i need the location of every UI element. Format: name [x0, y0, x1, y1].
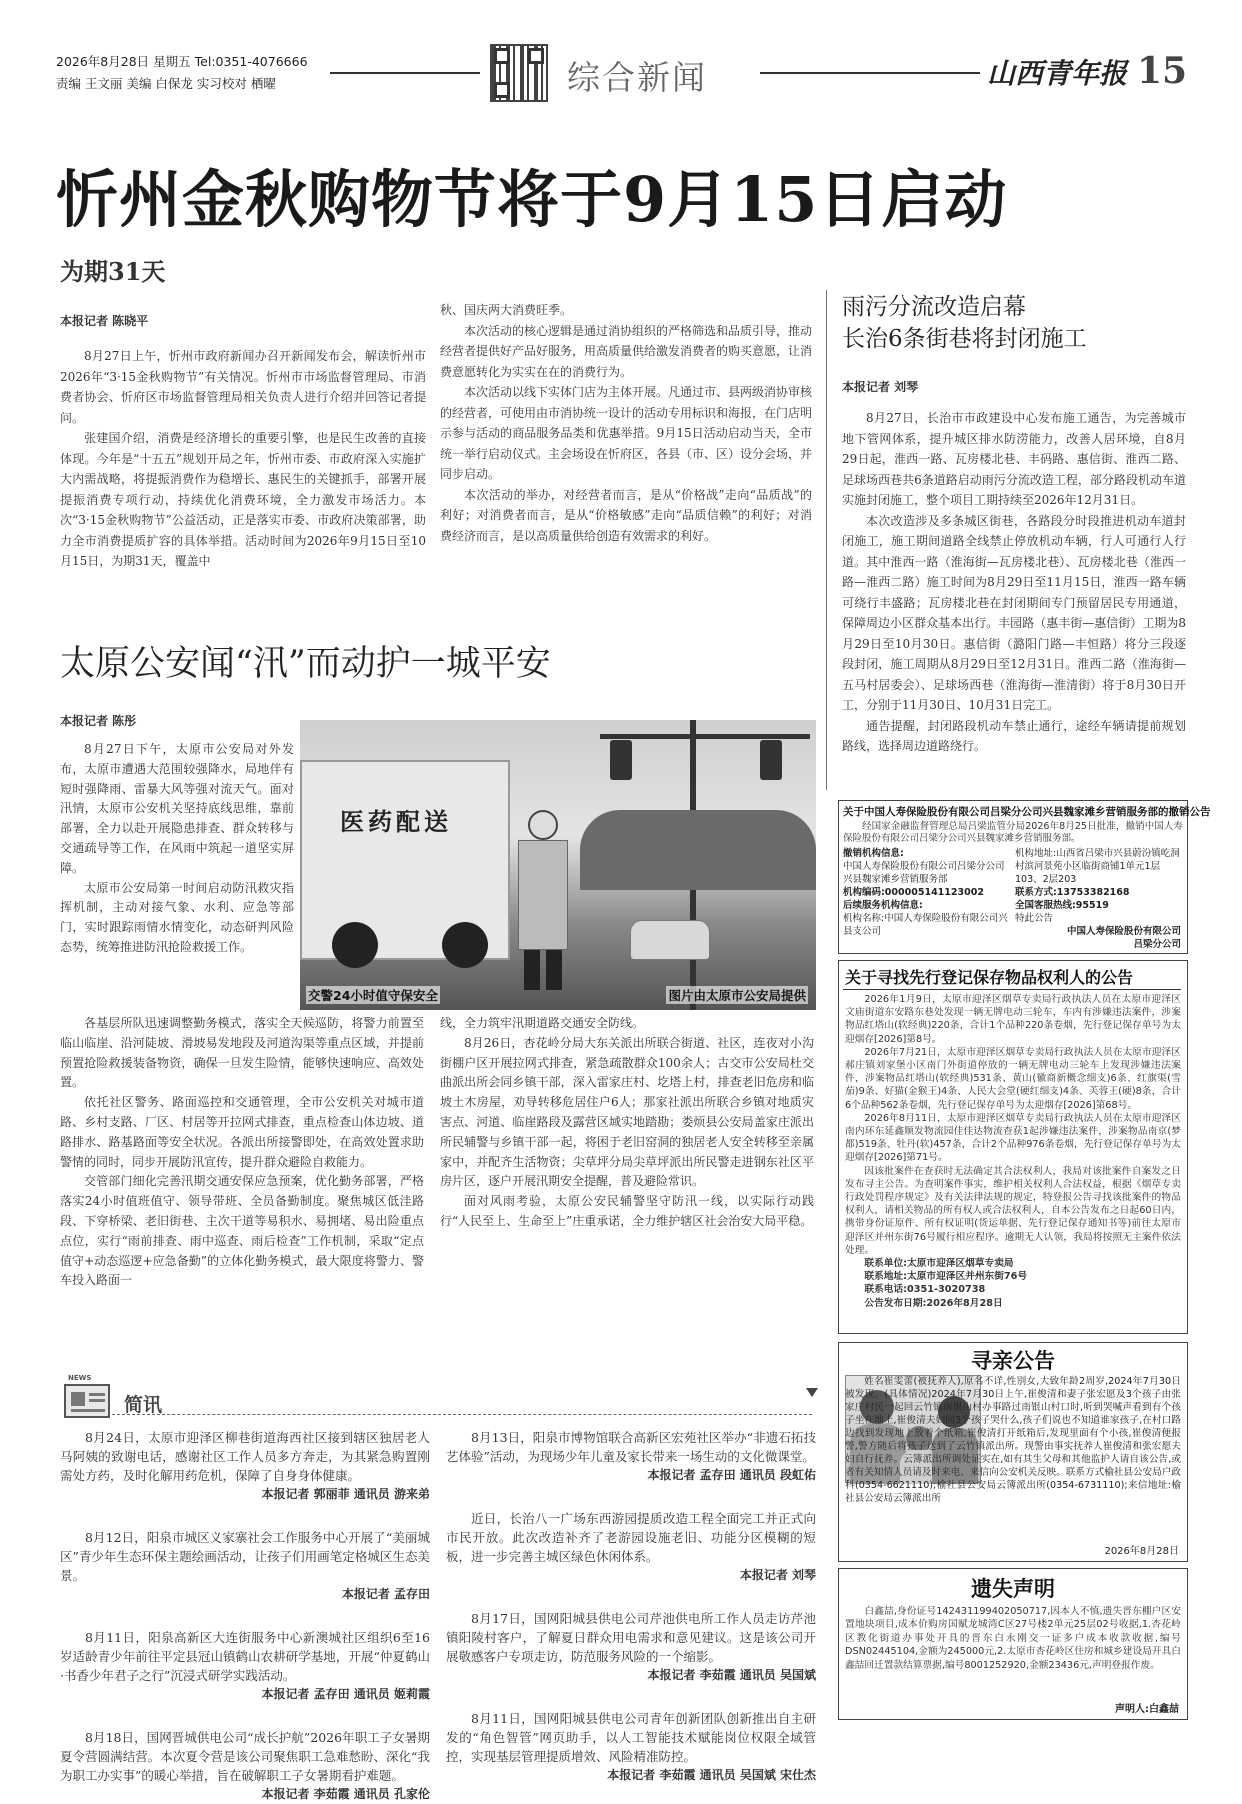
brief-byline: 本报记者 孟存田 — [341, 1587, 430, 1601]
brief-item — [446, 1609, 816, 1685]
revoked-code: 机构编码:000005141123002 — [843, 887, 984, 898]
page-number: 15 — [1137, 50, 1188, 92]
tobacco-body — [845, 993, 1181, 1310]
briefs-right-col — [446, 1428, 816, 1785]
brief-text: 8月12日，阳泉市城区义家寨社会工作服务中心开展了“美丽城区”青少年生态环保主题绘画活动，让孩子们用画笔定格城区生态美景。 — [60, 1530, 430, 1583]
insurance-signature-branch: 吕梁分公司 — [1133, 939, 1181, 950]
tobacco-title-rule — [843, 989, 1181, 990]
insurance-address: 机构地址:山西省吕梁市兴县蔚汾镇屹洞村滨河景苑小区临街商铺1单元1层103、2层203 — [1015, 848, 1180, 885]
header-rule-right — [760, 72, 980, 74]
tobacco-title: 关于寻找先行登记保存物品权利人的公告 — [845, 968, 1134, 987]
brief-byline: 本报记者 李茹霞 通讯员 吴国斌 宋仕杰 — [607, 1768, 816, 1782]
revoked-label: 撤销机构信息: — [843, 848, 904, 859]
lost-signer: 声明人:白鑫喆 — [1115, 1704, 1179, 1715]
paragraph: 线，全力筑牢汛期道路交通安全防线。 — [440, 1016, 645, 1030]
truck-lettering: 医药配送 — [340, 807, 452, 836]
paragraph: 本次活动的核心逻辑是通过消协组织的严格筛选和品质引导，推动经营者提供好产品好服务，用高质量供给激发消费者的购买意愿，让消费意愿转化为实实在在的消费行为。 — [440, 323, 813, 379]
paragraph: 通告提醒，封闭路段机动车禁止通行，途经车辆请提前规划路线，选择周边道路绕行。 — [842, 718, 1186, 753]
car — [630, 920, 710, 960]
paragraph: 2026年7月21日，太原市迎泽区烟草专卖局行政执法人员在太原市迎泽区郝庄镇刘家堡小区南门外街道停放的一辆无牌电动三轮车上发现涉嫌违法案件，涉案物品红塔山(软经典)531条、黄山(徽商新概念细支)6条、红旗渠(雪茄)9条、好猫(金猴王)4条、人民大会堂(硬红细支)4条、芙蓉王(硬)8条，合计6个品种562条卷烟，先行登记保存单号为太迎烟存[2026]第68号。 — [845, 1046, 1181, 1111]
brief-text: 8月17日，国网阳城县供电公司芹池供电所工作人员走访芹池镇阳陵村客户，了解夏日群众用电需求和意见建议。这是该公司开展敬感客户专项走访，防范服务风险的一个缩影。 — [446, 1611, 816, 1664]
police-headline: 太原公安闻“汛”而动护一城平安 — [60, 644, 551, 684]
photo-caption: 交警24小时值守保安全 — [308, 988, 438, 1003]
delivery-truck — [300, 760, 510, 960]
tel: Tel:0351-4076666 — [194, 54, 308, 69]
brief-byline: 本报记者 孟存田 通讯员 段虹佑 — [647, 1468, 816, 1482]
lost-title: 遗失声明 — [971, 1576, 1055, 1601]
paragraph: 2026年8月11日，太原市迎泽区烟草专卖局行政执法人员在太原市迎泽区南内环东延鑫顺发物流园佳佳达物流查获1起涉嫌违法案件，涉案物品南京(梦都)519条、牡丹(软)457条，合计2个品种976条卷烟，先行登记保存单号为太迎烟存[2026]第71号。 — [845, 1112, 1181, 1164]
paragraph: 本次改造涉及多条城区街巷，各路段分时段推进机动车道封闭施工，施工期间道路全线禁止停放机动车辆，行人可通行人行道。其中淮西一路（淮海街—瓦房楼北巷）、瓦房楼北巷（淮西一路—淮西二路）施工时间为8月29日至11月15日，淮西一路车辆可绕行丰盛路；瓦房楼北巷在封闭期间专门预留居民专用通道，保障周边小区群众基本出行。丰园路（惠丰街—惠信街）工期为8月29日至10月30日。惠信街（潞阳门路—丰恒路）将分三段逐段封闭，施工周期从8月29日至12月31日。淮西二路（淮海街—五马村居委会）、足球场西巷（淮海街—淮清街）将于8月30日开工，分别于11月30日、10月31日完工。 — [842, 513, 1186, 712]
brief-item — [446, 1709, 816, 1785]
brief-text: 8月11日，阳泉高新区大连街服务中心新澳城社区组织6至16岁适龄青少年前往平定县冠山镇鹤山农耕研学基地，开展“仲夏鹤山·书香少年君子之行”沉浸式研学实践活动。 — [60, 1630, 430, 1683]
successor-name: 机构名称:中国人寿保险股份有限公司兴县支公司 — [843, 913, 1008, 937]
insurance-phone: 联系方式:13753382168 — [1015, 887, 1130, 898]
police-col2 — [440, 1014, 814, 1232]
brief-item — [60, 1728, 430, 1804]
issue-date: 2026年8月28日 星期五 — [56, 54, 191, 69]
lead-col2 — [440, 300, 812, 546]
police-photo — [300, 720, 816, 1010]
truck-wheel-icon — [442, 922, 488, 968]
family-title: 寻亲公告 — [971, 1348, 1055, 1373]
lead-headline: 忻州金秋购物节将于9月15日启动 — [56, 163, 1008, 236]
paragraph: 交管部门细化完善汛期交通安保应急预案，优化勤务部署，严格落实24小时值班值守、领导带班、全员备勤制度。聚焦城区低洼路段、下穿桥梁、老旧街巷、主次干道等易积水、易拥堵、易出险重点点位，实行“雨前排查、雨中巡查、雨后检查”工作机制，采取“定点值守+动态巡逻+应急备勤”的立体化勤务模式，最大限度将警力、警车投入路面一 — [60, 1174, 424, 1288]
brief-item — [60, 1628, 430, 1704]
brief-byline: 本报记者 郭丽菲 通讯员 游来弟 — [261, 1487, 430, 1501]
paragraph: 8月27日上午，忻州市政府新闻办召开新闻发布会，解读忻州市2026年“3·15金秋购物节”有关情况。忻州市市场监督管理局、市消费者协会、忻府区市场监督管理局相关负责人进行介绍并回答记者提问。 — [60, 349, 426, 425]
brief-item — [446, 1428, 816, 1485]
brief-byline: 本报记者 孟存田 通讯员 姬莉霞 — [261, 1687, 430, 1701]
publish-date: 公告发布日期:2026年8月28日 — [864, 1297, 1003, 1309]
paragraph: 因该批案件在查获时无法确定其合法权利人，我局对该批案件自案发之日发布寻主公告。为查明案件事实，维护相关权利人合法权益，根据《烟草专卖行政处罚程序规定》及有关法律法规的规定，特登报公告寻找该批案件的物品权利人，请相关物品的所有权人或合法权利人，自本公告发布之日起60日内，携带身份证原件、所有权证明(货运单据、先行登记保存通知书等)前往太原市迎泽区并州东街76号履行相应程序。逾期无人认领，我局将按照无主案件依法处理。 — [845, 1165, 1181, 1256]
family-notice — [838, 1342, 1188, 1562]
truck-wheel-icon — [332, 922, 378, 968]
paragraph: 8月26日，杏花岭分局大东关派出所联合街道、社区，连夜对小沟街棚户区开展拉网式排查，紧急疏散群众100余人；古交市公安局杜交曲派出所会同乡镇干部，深入雷家庄村、圪塔上村，排查老旧危房和临坡土木房屋，劝导转移危居住户6人；那家社派出所联合乡镇对地质灾害点、河道、临崖路段及露营区域实地踏勘；娄烦县公安局盖家庄派出所民辅警与乡镇干部一起，将困于老旧窑洞的独居老人安全转移至亲属家中，并配齐生活物资；尖草坪分局尖草坪派出所民警走进钢东社区平房片区，逐户开展汛期安全提醒，普及避险常识。 — [440, 1035, 814, 1189]
section-title: 综合新闻 — [567, 58, 707, 97]
paragraph: 本次活动的举办，对经营者而言，是从“价格战”走向“品质战”的利好；对消费者而言，是从“价格敏感”走向“品质信赖”的利好；对消费经济而言，是以高质量供给创造有效需求的利好。 — [440, 487, 812, 543]
lost-text: 白鑫喆,身份证号142431199402050717,因本人不慎,遗失晋东棚户区安置地块项目,成本价购房国赋龙城湾C区27号楼2单元25层02号收据,1.杏花岭区教化街道办事处开具的晋东白永刚交一证多户成本收款收据,编号DSN02445104,金额为245000元,2.太原市杏花岭区住房和城乡建设局开具白鑫喆回迁置款结算票据,编号8001252920,金额23436元,声明登报作废。 — [845, 1606, 1181, 1671]
date-line — [56, 52, 308, 70]
brief-item — [60, 1428, 430, 1504]
briefs-left-col — [60, 1428, 430, 1804]
paragraph: 太原市公安局第一时间启动防汛救灾指挥机制，主动对接气象、水利、应急等部门，实时跟踪雨情水情变化，动态研判风险态势，统筹推进防汛抢险救援工作。 — [60, 880, 294, 954]
paragraph: 各基层所队迅速调整勤务模式，落实全天候巡防，将警力前置至临山临崖、沿河陡坡、滑坡易发地段及河道沟渠等重点区域，并提前预置抢险救援装备物资，确保一旦发生险情，能够快速响应、高效处置。 — [60, 1016, 424, 1090]
arrow-down-icon — [806, 1388, 818, 1397]
brief-text: 8月18日，国网晋城供电公司“成长护航”2026年职工子女暑期夏令营圆满结营。本次夏令营是该公司聚焦职工急难愁盼、深化“我为职工办实事”的暖心举措，旨在破解职工子女暑期看护难题。 — [60, 1730, 430, 1783]
traffic-light-icon — [610, 740, 632, 780]
contact-address: 联系地址:太原市迎泽区并州东街76号 — [864, 1271, 1028, 1283]
brief-text: 8月13日，阳泉市博物馆联合高新区宏苑社区举办“非遗石拓技艺体验”活动，为现场少年儿童及家长带来一场生动的文化微课堂。 — [446, 1430, 816, 1464]
rain-body — [842, 408, 1186, 757]
paragraph: 依托社区警务、路面巡控和交通管理，全市公安机关对城市道路、乡村支路、厂区、村居等开拉网式排查，重点检查山体边坡、道路排水、路基路面等安全状况。各派出所接警即处，在高效处置求助警情的同时，同步开展防汛宣传，提升群众避险自救能力。 — [60, 1095, 424, 1169]
rain-byline: 本报记者 刘琴 — [842, 380, 919, 394]
insurance-intro: 经国家金融监督管理总局吕梁监管分局2026年8月25日批准，撤销中国人寿保险股份有限公司吕梁分公司兴县魏家滩乡营销服务部。 — [843, 821, 1183, 844]
police-col1-bottom — [60, 1014, 424, 1291]
paragraph: 张建国介绍，消费是经济增长的重要引擎，也是民生改善的直接体现。今年是“十五五”规划开局之年，忻州市委、市政府深入实施扩大内需战略，将提振消费作为稳增长、惠民生的关键抓手，部署开展提振消费专项行动，持续优化消费环境，全力激发市场活力。本次“3·15金秋购物节”公益活动，正是落实市委、市政府决策部署，助力全市消费提质扩容的具体举措。活动时间为2026年9月15日至10月15日，为期31天，覆盖中 — [60, 431, 426, 568]
rain-headline-1: 雨污分流改造启幕 — [842, 294, 1026, 320]
insurance-signature: 中国人寿保险股份有限公司 — [1066, 926, 1181, 937]
brief-text: 8月11日，国网阳城县供电公司青年创新团队创新推出自主研发的“角色智管”网页助手，以人工智能技术赋能岗位权限全域管控，实现基层管理提质增效、风险精准防控。 — [446, 1711, 816, 1764]
lead-col1 — [60, 346, 426, 572]
paragraph: 面对风雨考验，太原公安民辅警坚守防汛一线，以实际行动践行“人民至上、生命至上”庄重承诺，全力维护辖区社会治安大局平稳。 — [440, 1194, 814, 1228]
trees — [580, 810, 816, 890]
revoked-name: 中国人寿保险股份有限公司吕梁分公司兴县魏家滩乡营销服务部 — [843, 861, 1005, 885]
tobacco-notice — [838, 960, 1188, 1334]
insurance-right — [1015, 847, 1181, 951]
paragraph: 秋、国庆两大消费旺季。 — [440, 303, 573, 317]
police-col1-top — [60, 740, 294, 958]
successor-label: 后续服务机构信息: — [843, 900, 923, 911]
insurance-notice — [838, 800, 1211, 954]
briefs-label: 简讯 — [124, 1394, 163, 1416]
brief-item — [60, 1528, 430, 1604]
lost-notice — [838, 1568, 1188, 1720]
header-rule-left — [330, 72, 480, 74]
brief-text: 8月24日，太原市迎泽区柳巷街道海西社区接到辖区独居老人马阿姨的致谢电话，感谢社区工作人员多方奔走，为其紧急购置刚需处方药，及时化解用药危机，保障了自身身体健康。 — [60, 1430, 430, 1483]
brief-byline: 本报记者 李茹霞 通讯员 吴国斌 — [647, 1668, 816, 1682]
rain-headline-2: 长治6条街巷将封闭施工 — [842, 326, 1087, 352]
insurance-title: 关于中国人寿保险股份有限公司吕梁分公司兴县魏家滩乡营销服务部的撤销公告 — [843, 806, 1211, 818]
family-date: 2026年8月28日 — [1104, 1546, 1179, 1557]
photo-credit: 图片由太原市公安局提供 — [668, 988, 806, 1003]
qr-code-icon — [490, 44, 548, 102]
family-text: 姓名崔雯蕾(被抚养人),原名不详,性别女,大致年龄2周岁,2024年7月30日被发现。(具体情况)2024年7月30日上午,崔俊清和妻子张宏愿及3个孩子由张家庄村民一起回云竹镇南银山村办事路过南银山村口时,听到哭喊声看到有个孩子坐在地上,崔俊清夫妇问3个孩子哭什么,孩子们说也不知道谁家孩子,在村口路边找到发现地上放着个纸箱,崔俊清打开纸箱后,发现里面有个小孩,崔俊清便报警,警方随后将孩子送到了云竹镇派出所。现警由事实抚养人崔俊清和张宏愿夫妇自行抚养。云簿派出所调处证实在,如有其生父母和其他监护人请自该公告,或者有关知情人员请及时来电、来信向公安机关反映。联系方式榆社县公安局户政科(0354-6621110);榆社县公安局云簿派出所(0354-6731110);来信地址:榆社县公安局云簿派出所 — [845, 1376, 1181, 1504]
paper-name-logo: 山西青年报 — [987, 57, 1128, 90]
briefs-icon — [64, 1384, 110, 1418]
police-byline: 本报记者 陈彤 — [60, 714, 137, 728]
lead-subhead: 为期31天 — [60, 257, 166, 286]
brief-byline: 本报记者 刘琴 — [739, 1568, 816, 1582]
paragraph: 8月27日，长治市市政建设中心发布施工通告，为完善城市地下管网体系，提升城区排水防涝能力，改善人居环境，自8月29日起，淮西一路、瓦房楼北巷、丰码路、惠信街、淮西二路、足球场西巷共6条道路启动雨污分流改造工程，部分路段机动车道实施封闭施工，整个项目工期持续至2026年12月31日。 — [842, 411, 1186, 507]
briefs-rule — [112, 1414, 812, 1415]
insurance-hotline: 全国客服热线:95519 — [1015, 900, 1109, 911]
brief-byline: 本报记者 李茹霞 通讯员 孔家伦 — [261, 1787, 430, 1801]
traffic-light-arm — [600, 734, 810, 739]
contact-unit: 联系单位:太原市迎泽区烟草专卖局 — [864, 1258, 1014, 1270]
paragraph: 8月27日下午，太原市公安局对外发布，太原市遭遇大范围较强降水，局地伴有短时强降雨、雷暴大风等强对流天气。面对汛情，太原市公安机关坚持底线思维，靠前部署，全力以赴开展隐患排查、群众转移与交通疏导等工作，在风雨中筑起一道坚实屏障。 — [60, 742, 294, 875]
traffic-officer — [518, 810, 568, 990]
insurance-left — [843, 847, 1011, 938]
contact-phone: 联系电话:0351-3020738 — [864, 1284, 986, 1296]
traffic-light-icon — [760, 740, 782, 780]
paragraph: 2026年1月9日，太原市迎泽区烟草专卖局行政执法人员在太原市迎泽区文庙街道东安路东巷处发现一辆无牌电动三轮车，车内有涉嫌违法案件，涉案物品红塔山(软经典)220条，合计1个品种220条卷烟，先行登记保存单号为太迎烟存[2026]第8号。 — [845, 994, 1181, 1045]
paragraph: 本次活动以线下实体门店为主体开展。凡通过市、县两级消协审核的经营者，可使用由市消协统一设计的活动专用标识和海报，在门店明示参与活动的商品服务品类和优惠举措。9月15日活动启动当天，全市统一举行启动仪式。主会场设在忻府区，各县（市、区）设分会场，并同步启动。 — [440, 385, 813, 481]
insurance-special: 特此公告 — [1015, 913, 1054, 924]
column-divider — [826, 290, 827, 790]
lead-byline: 本报记者 陈晓平 — [60, 314, 149, 328]
briefs-tag: NEWS — [68, 1374, 92, 1382]
brief-item — [446, 1509, 816, 1585]
brief-text: 近日，长治八一广场东西游园提质改造工程全面完工并正式向市民开放。此次改造补齐了老游园设施老旧、功能分区模糊的短板，进一步完善主城区绿色休闲体系。 — [446, 1511, 816, 1564]
editors-line: 责编 王文丽 美编 白保龙 实习校对 栖曜 — [56, 76, 276, 91]
